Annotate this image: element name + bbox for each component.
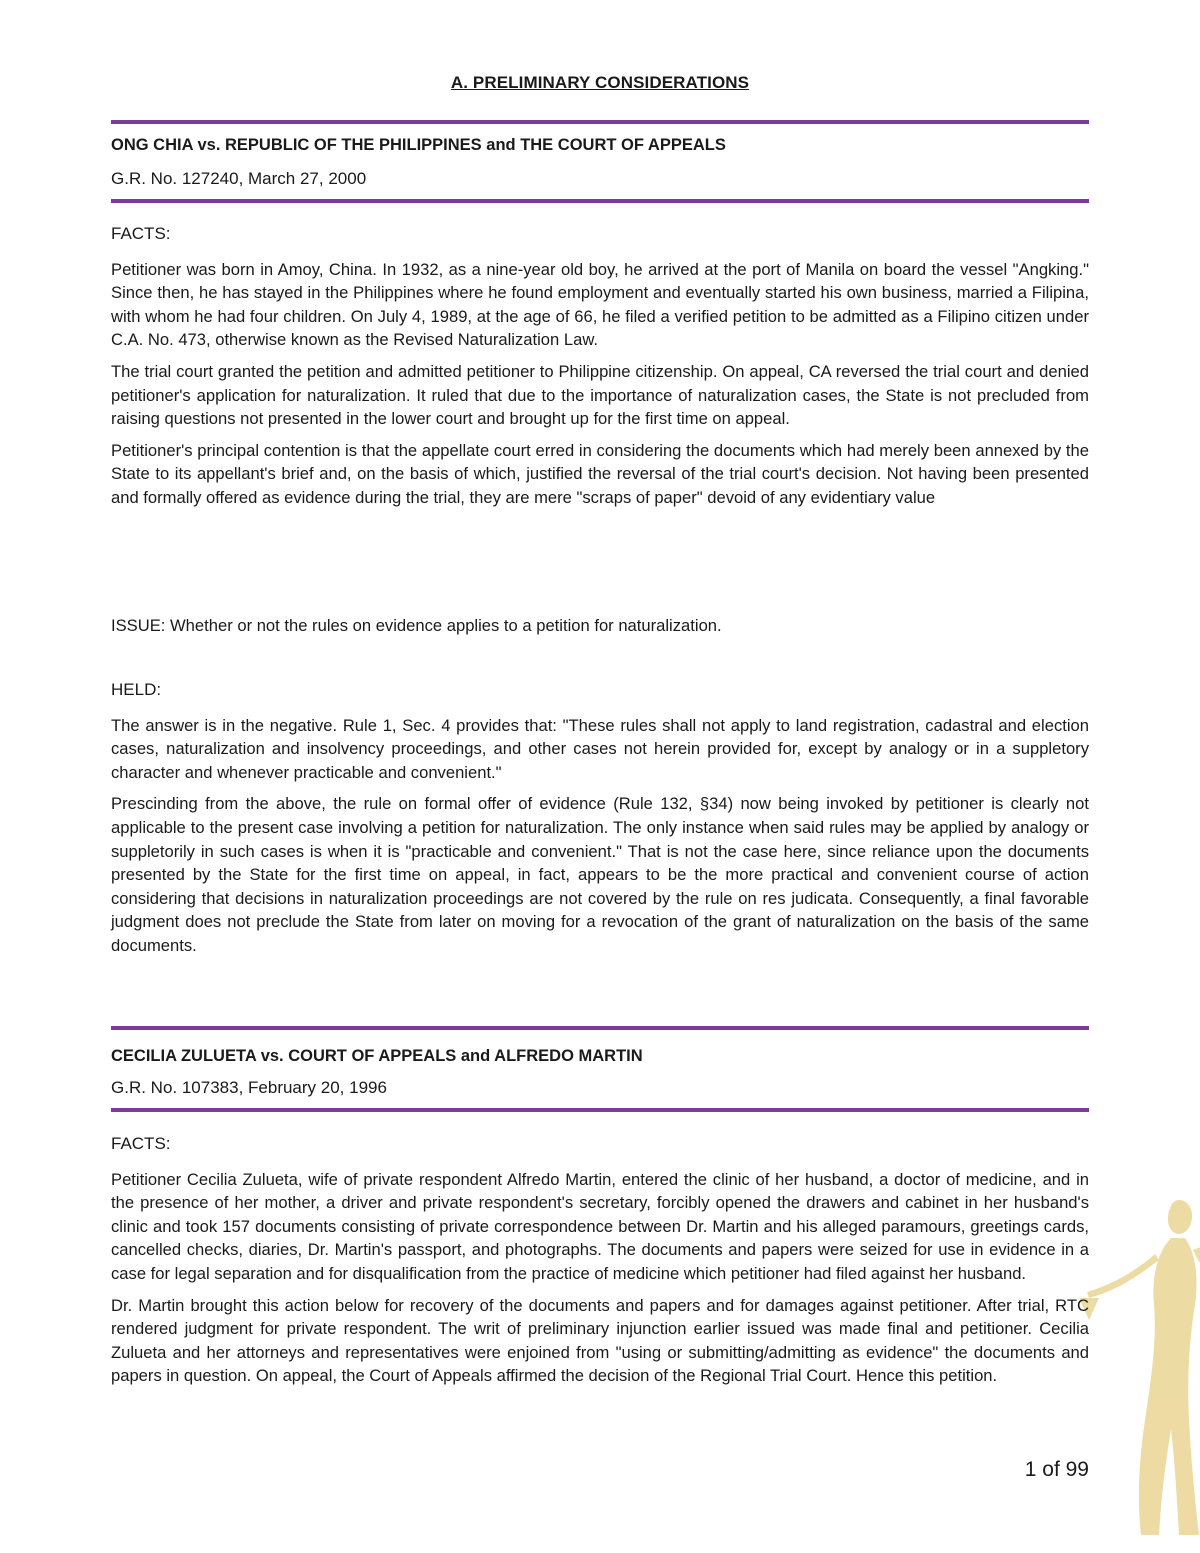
divider-rule [111, 199, 1089, 203]
issue-text: ISSUE: Whether or not the rules on evidence applies to a petition for naturalization. [111, 616, 722, 635]
page-number: 1 of 99 [1024, 1458, 1089, 1481]
facts-label: FACTS: [111, 224, 171, 243]
facts-paragraph: Dr. Martin brought this action below for recovery of the documents and papers and for damages against petitioner. After trial, RTC rendered judgment for private respondent. The writ of preliminary injunction earlier issued was made final and petitioner. Cecilia Zulueta and her attorneys and representatives were enjoined from "using or submitting/admitting as evidence" the documents and papers in question. On appeal, the Court of Appeals affirmed the decision of the Regional Trial Court. Hence this petition. [111, 1295, 1089, 1386]
held-paragraph: Prescinding from the above, the rule on formal offer of evidence (Rule 132, §34) now being invoked by petitioner is clearly not applicable to the present case involving a petition for naturalization. The only instance when said rules may be applied by analogy or suppletorily in such cases is when it is "practicable and convenient." That is not the case here, since reliance upon the documents presented by the State for the first time on appeal, in fact, appears to be the more practical and convenient course of action considering that decisions in naturalization proceedings are not covered by the rule on res judicata. Consequently, a final favorable judgment does not preclude the State from later on moving for a revocation of the grant of naturalization on the basis of the same documents. [111, 794, 1089, 955]
document-page [111, 0, 1089, 1553]
facts-section [111, 222, 1089, 518]
facts-paragraph: Petitioner Cecilia Zulueta, wife of private respondent Alfredo Martin, entered the clinic of her husband, a doctor of medicine, and in the presence of her mother, a driver and private respondent's secretary, forcibly opened the drawers and cabinet in her husband's clinic and took 157 documents consisting of private correspondence between Dr. Martin and his alleged paramours, greetings cards, cancelled checks, diaries, Dr. Martin's passport, and photographs. The documents and papers were seized for use in evidence in a case for legal separation and for disqualification from the practice of medicine which petitioner had filed against her husband. [111, 1169, 1089, 1283]
facts-paragraph: Petitioner was born in Amoy, China. In 1932, as a nine-year old boy, he arrived at the port of Manila on board the vessel "Angking." Since then, he has stayed in the Philippines where he found employment and eventually started his own business, married a Filipina, with whom he had four children. On July 4, 1989, at the age of 66, he filed a verified petition to be admitted as a Filipino citizen under C.A. No. 473, otherwise known as the Revised Naturalization Law. [111, 259, 1089, 350]
held-paragraph: The answer is in the negative. Rule 1, Sec. 4 provides that: "These rules shall not apply to land registration, cadastral and election cases, naturalization and insolvency proceedings, and other cases not herein provided for, except by analogy or in a suppletory character and whenever practicable and convenient." [111, 715, 1089, 782]
facts-label: FACTS: [111, 1134, 171, 1153]
case-gr-number: G.R. No. 127240, March 27, 2000 [111, 169, 367, 188]
case-title: ONG CHIA vs. REPUBLIC OF THE PHILIPPINES and THE COURT OF APPEALS [111, 136, 726, 154]
held-section [111, 678, 1089, 966]
facts-section [111, 1132, 1089, 1396]
divider-rule [111, 1026, 1089, 1030]
case-gr-number: G.R. No. 107383, February 20, 1996 [111, 1078, 387, 1097]
held-label: HELD: [111, 680, 162, 699]
facts-paragraph: The trial court granted the petition and admitted petitioner to Philippine citizenship. On appeal, CA reversed the trial court and denied petitioner's application for naturalization. It ruled that due to the importance of naturalization cases, the State is not precluded from raising questions not presented in the lower court and brought up for the first time on appeal. [111, 361, 1089, 429]
divider-rule [111, 1108, 1089, 1112]
issue-section [111, 614, 1089, 646]
case-title: CECILIA ZULUETA vs. COURT OF APPEALS and ALFREDO MARTIN [111, 1047, 643, 1065]
facts-paragraph: Petitioner's principal contention is that the appellate court erred in considering the documents which had merely been annexed by the State to its appellant's brief and, on the basis of which, justified the reversal of the trial court's decision. Not having been presented and formally offered as evidence during the trial, they are mere "scraps of paper" devoid of any evidentiary value [111, 440, 1089, 507]
divider-rule [111, 120, 1089, 124]
section-title: A. PRELIMINARY CONSIDERATIONS [450, 73, 750, 92]
